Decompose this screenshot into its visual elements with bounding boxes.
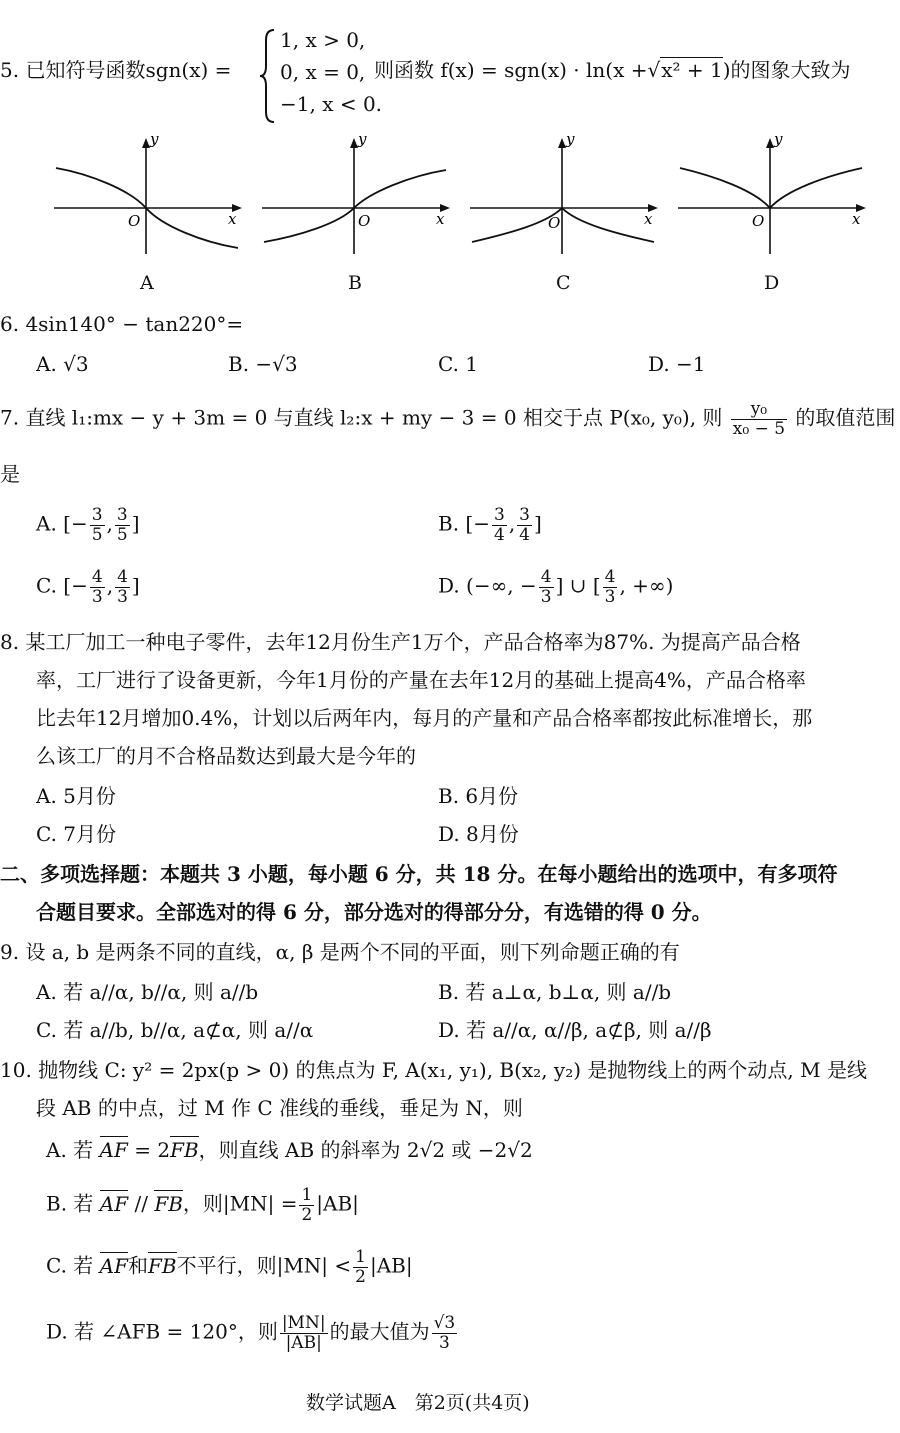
graph-d-o: O xyxy=(752,212,765,230)
q5-sqrt: x² + 1 xyxy=(661,58,723,82)
graph-label-c: C xyxy=(556,272,571,294)
q7-option-d: D. (−∞, − $\frac{4}{3}$ ] ∪ [ $\frac{4}{3}$ , +∞) xyxy=(438,567,674,607)
graph-c xyxy=(466,130,662,260)
q8-option-b: B. 6月份 xyxy=(438,784,519,808)
q7-stem-line xyxy=(0,400,895,438)
graph-d-y: y xyxy=(774,130,783,148)
q8-line-4: 么该工厂的月不合格品数达到最大是今年的 xyxy=(36,744,416,768)
q10-option-c: C. 若 AF和FB不平行，则|MN| < $\frac{1}{2}$ |AB| xyxy=(46,1247,413,1287)
graph-b-o: O xyxy=(358,212,371,230)
graph-b-y: y xyxy=(358,130,367,148)
graph-c-o: O xyxy=(548,214,561,232)
q9-option-d: D. 若 a//α, α//β, a⊄β, 则 a//β xyxy=(438,1018,712,1042)
q7-stem2: 是 xyxy=(0,462,20,486)
graph-a-x: x xyxy=(228,210,237,228)
q7-stem: 7. 直线 l₁:mx − y + 3m = 0 与直线 l₂:x + my − 3 = 0 相交于点 P(x₀, y₀), 则 xyxy=(0,405,723,430)
left-brace-icon xyxy=(258,28,278,124)
q10-option-b: B. 若 AF // FB，则|MN| = $\frac{1}{2}$ |AB| xyxy=(46,1185,359,1225)
q6-option-a: A. √3 xyxy=(36,352,89,376)
q7-option-c: C. [− $\frac{4}{3}$ , $\frac{4}{3}$ ] xyxy=(36,567,140,607)
graph-d xyxy=(674,130,870,260)
q8-line-3: 比去年12月增加0.4%，计划以后两年内，每月的产量和产品合格率都按此标准增长，那 xyxy=(36,706,813,730)
q7-fraction: $\frac{\text{y₀}}{\text{x₀ − 5}}$ xyxy=(732,399,786,439)
graph-a-y: y xyxy=(150,130,159,148)
graph-d-x: x xyxy=(852,210,861,228)
q6-option-c: C. 1 xyxy=(438,352,479,376)
q5-middle: 则函数 f(x) = sgn(x) · ln(x + xyxy=(374,58,648,82)
section2-line-2: 合题目要求。全部选对的得 6 分，部分选对的得部分分，有选错的得 0 分。 xyxy=(36,900,712,924)
q9-option-b: B. 若 a⊥α, b⊥α, 则 a//b xyxy=(438,980,672,1004)
graph-b-x: x xyxy=(436,210,445,228)
q7-option-b: B. [− $\frac{3}{4}$ , $\frac{3}{4}$ ] xyxy=(438,505,542,545)
q9-stem: 9. 设 a, b 是两条不同的直线，α, β 是两个不同的平面，则下列命题正确的有 xyxy=(0,940,680,964)
q8-option-d: D. 8月份 xyxy=(438,822,519,846)
q10-option-a: A. 若 AF = 2FB，则直线 AB 的斜率为 2√2 或 −2√2 xyxy=(46,1138,533,1162)
graph-label-d: D xyxy=(764,272,780,294)
q5-case1: 1, x > 0, xyxy=(280,28,366,52)
q5-prefix: 5. 已知符号函数sgn(x) = xyxy=(0,58,232,82)
q8-option-c: C. 7月份 xyxy=(36,822,117,846)
q8-line-2: 率，工厂进行了设备更新，今年1月份的产量在去年12月的基础上提高4%，产品合格率 xyxy=(36,668,806,692)
q10-line-1: 10. 抛物线 C: y² = 2px(p > 0) 的焦点为 F, A(x₁, y₁), B(x₂, y₂) 是抛物线上的两个动点, M 是线 xyxy=(0,1058,867,1082)
graph-b xyxy=(258,130,454,260)
q7-option-a: A. [− $\frac{3}{5}$ , $\frac{3}{5}$ ] xyxy=(36,505,140,545)
q9-option-a: A. 若 a//α, b//α, 则 a//b xyxy=(36,980,259,1004)
q5-case3: −1, x < 0. xyxy=(280,92,383,116)
q6-option-d: D. −1 xyxy=(648,352,706,376)
q6-stem: 6. 4sin140° − tan220°= xyxy=(0,312,244,336)
graph-a-o: O xyxy=(128,212,141,230)
graph-label-b: B xyxy=(348,272,362,294)
graph-c-x: x xyxy=(644,210,653,228)
q6-option-b: B. −√3 xyxy=(228,352,298,376)
page-footer: 数学试题A 第2页(共4页) xyxy=(306,1392,530,1414)
graph-a xyxy=(50,130,246,260)
q9-option-c: C. 若 a//b, b//α, a⊄α, 则 a//α xyxy=(36,1018,314,1042)
graph-c-y: y xyxy=(566,130,575,148)
q5-suffix: )的图象大致为 xyxy=(722,58,851,82)
q5-case2: 0, x = 0, xyxy=(280,60,366,84)
q8-option-a: A. 5月份 xyxy=(36,784,116,808)
q10-option-d: D. 若 ∠AFB = 120°，则 $\frac{|MN|}{|AB|}$ 的最大值为 $\frac{√3}{3}$ xyxy=(46,1313,456,1353)
q8-line-1: 8. 某工厂加工一种电子零件，去年12月份生产1万个，产品合格率为87%. 为提高产品合格 xyxy=(0,630,801,654)
q5-function: 则函数 f(x) = sgn(x) · ln(x +√x² + 1)的图象大致为 xyxy=(374,58,851,82)
graph-label-a: A xyxy=(140,272,154,294)
q7-stem-tail: 的取值范围 xyxy=(795,405,896,430)
q10-line-2: 段 AB 的中点，过 M 作 C 准线的垂线，垂足为 N，则 xyxy=(36,1096,523,1120)
section2-line-1: 二、多项选择题：本题共 3 小题，每小题 6 分，共 18 分。在每小题给出的选项中，有多项符 xyxy=(0,862,838,886)
